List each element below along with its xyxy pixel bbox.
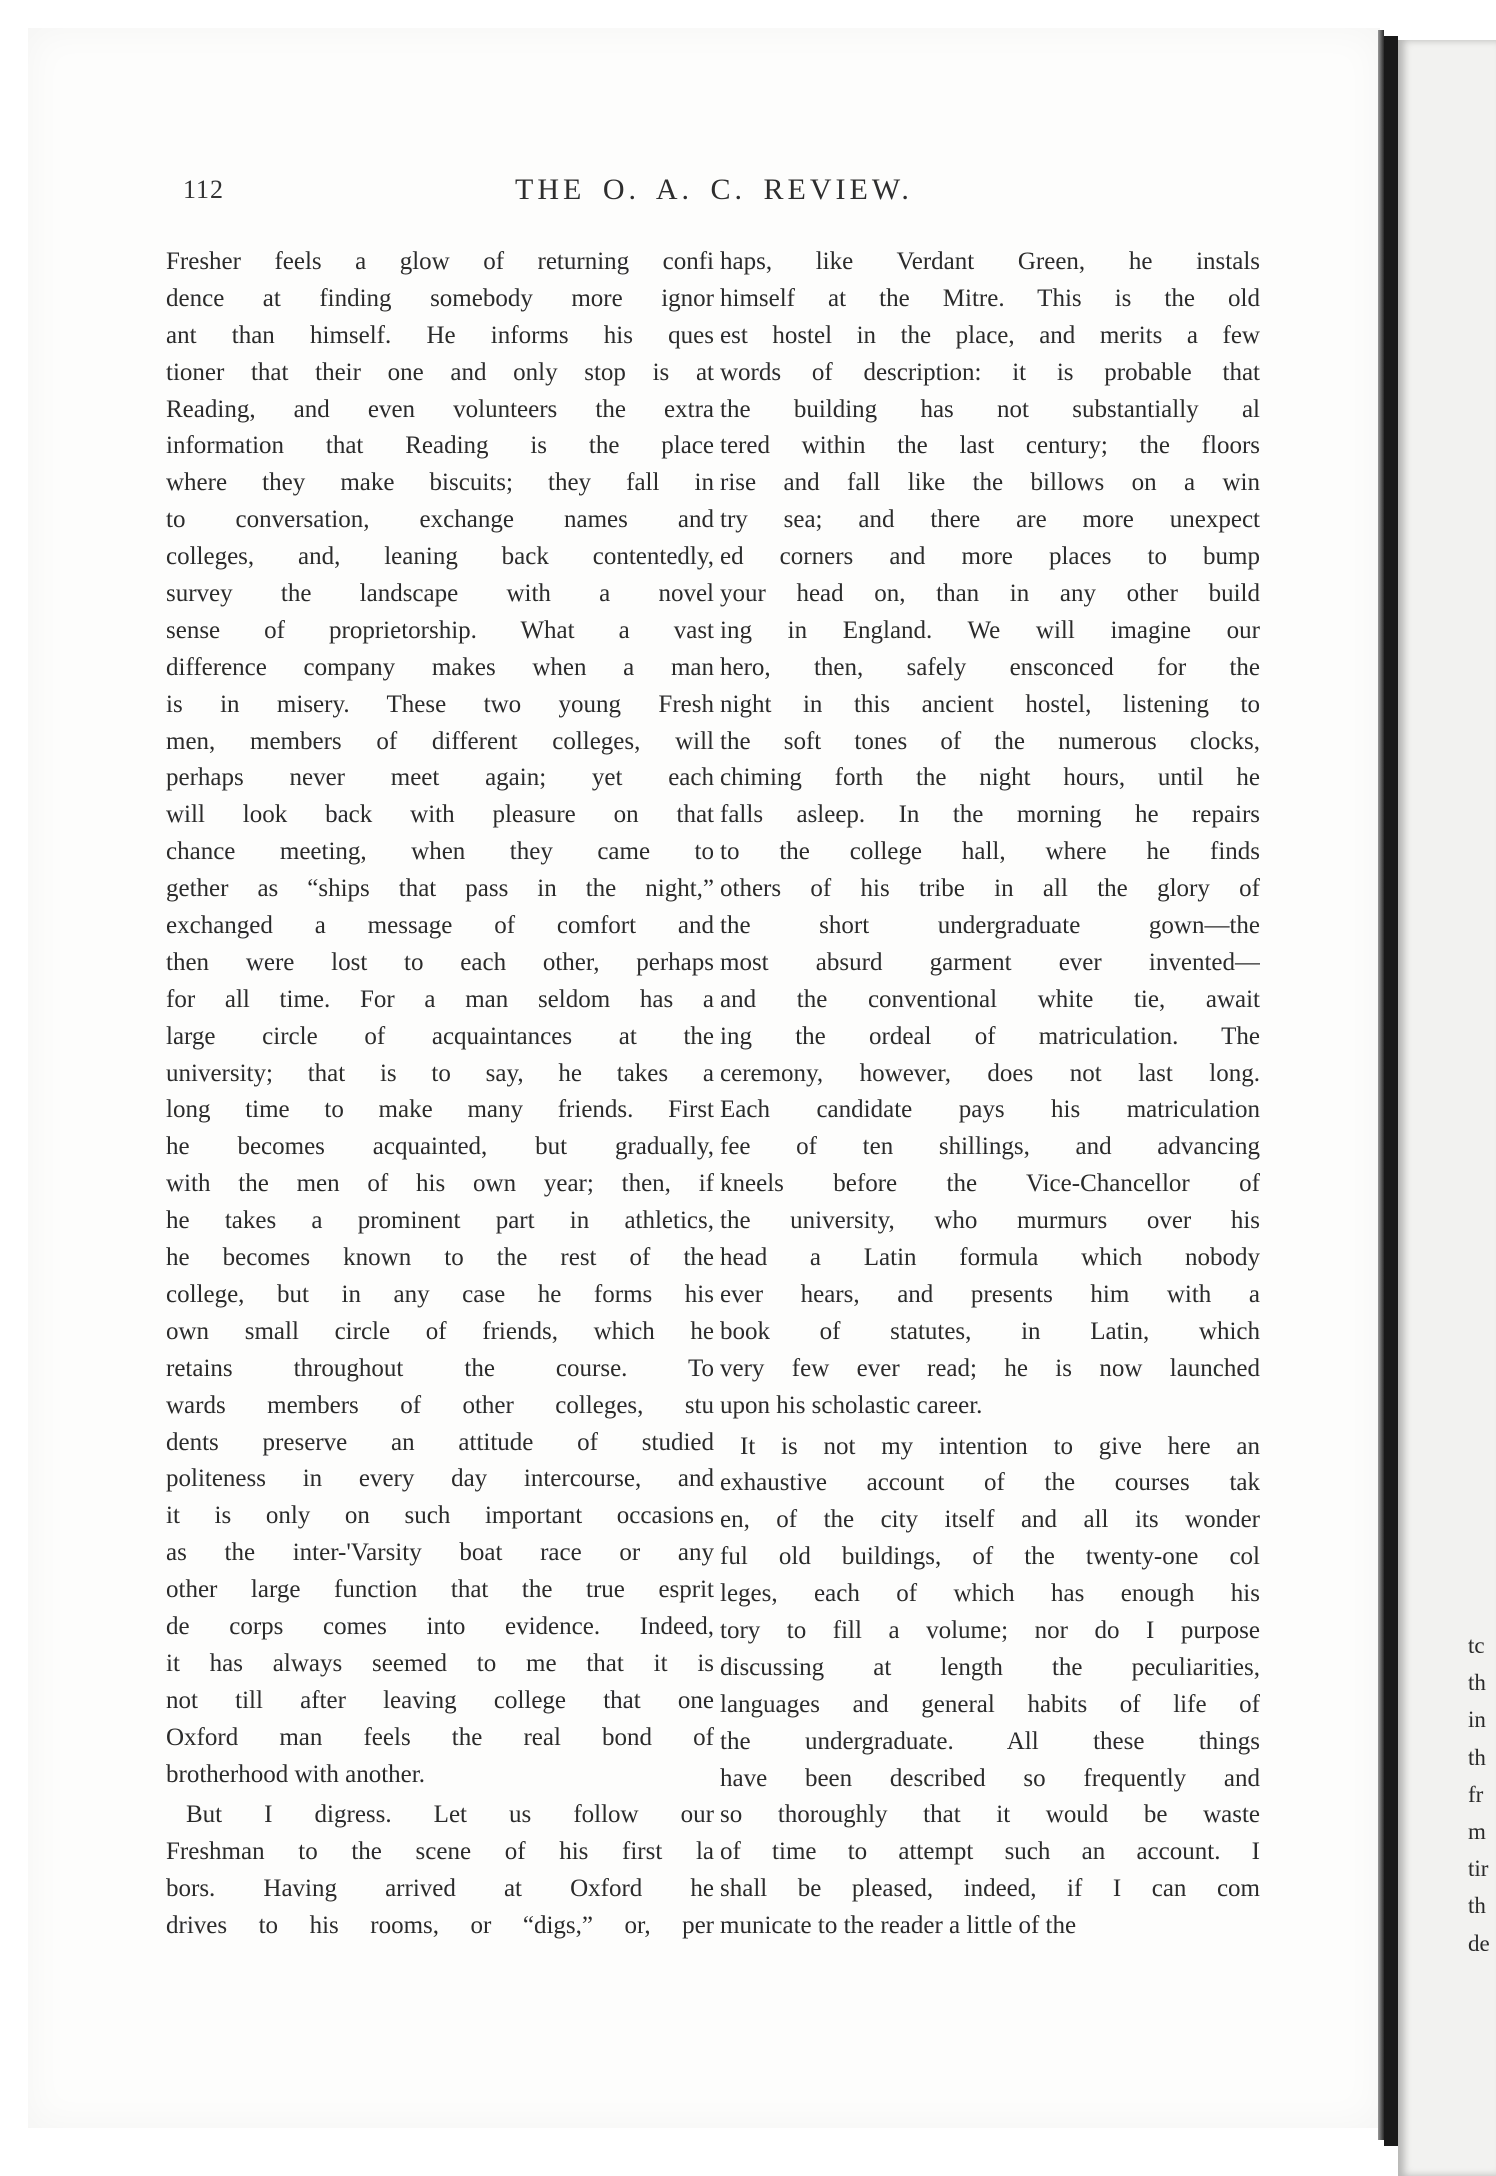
text-line: drives to his rooms, or “digs,” or, per [166, 1912, 714, 1940]
text-line: he takes a prominent part in athletics, [166, 1207, 714, 1235]
text-line: college, but in any case he forms his [166, 1280, 714, 1308]
facing-page-fragment-line: th [1468, 1670, 1486, 1696]
text-line: men, members of different colleges, will [166, 727, 714, 755]
text-line: others of his tribe in all the glory of [720, 875, 1260, 903]
text-line: he becomes known to the rest of the [166, 1244, 714, 1272]
text-line: it has always seemed to me that it is [166, 1649, 714, 1677]
text-line: hero, then, safely ensconced for the [720, 653, 1260, 681]
text-line: of time to attempt such an account. I [720, 1838, 1260, 1866]
text-line: university; that is to say, he takes a [166, 1059, 714, 1087]
text-line: languages and general habits of life of [720, 1690, 1260, 1718]
facing-page-fragment-line: th [1468, 1744, 1486, 1770]
text-line: ed corners and more places to bump [720, 543, 1260, 571]
facing-page-text-fragment [1468, 1627, 1496, 1962]
text-line: to conversation, exchange names and [166, 506, 714, 534]
text-line: night in this ancient hostel, listening to [720, 690, 1260, 718]
facing-page-fragment-line: de [1468, 1930, 1490, 1956]
text-line: ful old buildings, of the twenty-one col [720, 1543, 1260, 1571]
text-line: ant than himself. He informs his ques [166, 321, 714, 349]
text-line: upon his scholastic career. [720, 1391, 983, 1419]
text-line: other large function that the true esprit [166, 1576, 714, 1604]
text-line: the soft tones of the numerous clocks, [720, 727, 1260, 755]
text-line: he becomes acquainted, but gradually, [166, 1133, 714, 1161]
text-line: and the conventional white tie, await [720, 985, 1260, 1013]
text-line: head a Latin formula which nobody [720, 1244, 1260, 1272]
facing-page-fragment-line: fr [1468, 1781, 1484, 1807]
text-line: tioner that their one and only stop is at [166, 358, 714, 386]
text-line: leges, each of which has enough his [720, 1580, 1260, 1608]
facing-page-fragment-line: m [1468, 1818, 1486, 1844]
text-line: gether as “ships that pass in the night,” [166, 875, 714, 903]
text-line: where they make biscuits; they fall in [166, 469, 714, 497]
text-line: chance meeting, when they came to [166, 838, 714, 866]
text-line: Fresher feels a glow of returning confi [166, 248, 714, 275]
text-line: discussing at length the peculiarities, [720, 1653, 1260, 1681]
text-line: long time to make many friends. First [166, 1096, 714, 1124]
text-line: tered within the last century; the floors [720, 432, 1260, 460]
text-line: not till after leaving college that one [166, 1686, 714, 1714]
text-line: ever hears, and presents him with a [720, 1280, 1260, 1308]
right-text-column [720, 244, 1260, 1945]
text-line: bors. Having arrived at Oxford he [166, 1875, 714, 1903]
text-line: exchanged a message of comfort and [166, 912, 714, 940]
text-line: It is not my intention to give here an [740, 1432, 1260, 1460]
text-line: But I digress. Let us follow our [186, 1801, 714, 1829]
text-line: tory to fill a volume; nor do I purpose [720, 1616, 1260, 1644]
text-line: own small circle of friends, which he [166, 1317, 714, 1345]
text-line: falls asleep. In the morning he repairs [720, 801, 1260, 829]
text-line: retains throughout the course. To [166, 1354, 714, 1382]
text-line: himself at the Mitre. This is the old [720, 284, 1260, 312]
text-line: is in misery. These two young Fresh [166, 690, 714, 718]
text-line: difference company makes when a man [166, 653, 714, 681]
text-line: ceremony, however, does not last long. [720, 1059, 1260, 1087]
page-number: 112 [183, 175, 225, 204]
text-line: words of description: it is probable that [720, 358, 1260, 386]
text-line: so thoroughly that it would be waste [720, 1801, 1260, 1829]
text-line: fee of ten shillings, and advancing [720, 1133, 1260, 1161]
text-line: Each candidate pays his matriculation [720, 1096, 1260, 1124]
text-line: rise and fall like the billows on a win [720, 469, 1260, 497]
facing-page-fragment-line: tir [1468, 1856, 1489, 1882]
text-line: politeness in every day intercourse, and [166, 1465, 714, 1493]
text-line: perhaps never meet again; yet each [166, 764, 714, 792]
text-line: your head on, than in any other build [720, 580, 1260, 608]
text-line: information that Reading is the place [166, 432, 714, 460]
text-line: the university, who murmurs over his [720, 1207, 1260, 1235]
text-line: Reading, and even volunteers the extra [166, 395, 714, 423]
facing-page-fragment-line: tc [1468, 1633, 1485, 1658]
text-line: then were lost to each other, perhaps [166, 948, 714, 976]
text-line: book of statutes, in Latin, which [720, 1317, 1260, 1345]
text-line: kneels before the Vice-Chancellor of [720, 1170, 1260, 1198]
text-line: dents preserve an attitude of studied [166, 1428, 714, 1456]
facing-page-fragment-line: th [1468, 1893, 1486, 1919]
text-line: the undergraduate. All these things [720, 1727, 1260, 1755]
text-line: colleges, and, leaning back contentedly, [166, 543, 714, 571]
text-line: ing in England. We will imagine our [720, 616, 1260, 644]
running-head: THE O. A. C. REVIEW. [515, 173, 913, 206]
text-line: survey the landscape with a novel [166, 580, 714, 608]
text-line: en, of the city itself and all its wonder [720, 1506, 1260, 1534]
text-line: est hostel in the place, and merits a few [720, 321, 1260, 349]
text-line: will look back with pleasure on that [166, 801, 714, 829]
text-line: with the men of his own year; then, if [166, 1170, 714, 1198]
binding-spine [1384, 36, 1398, 2146]
text-line: exhaustive account of the courses tak [720, 1469, 1260, 1497]
text-line: sense of proprietorship. What a vast [166, 616, 714, 644]
left-text-column [166, 244, 714, 1945]
text-line: de corps comes into evidence. Indeed, [166, 1612, 714, 1640]
text-line: municate to the reader a little of the [720, 1912, 1077, 1940]
text-line: to the college hall, where he finds [720, 838, 1260, 866]
text-line: chiming forth the night hours, until he [720, 764, 1260, 792]
text-line: haps, like Verdant Green, he instals [720, 248, 1260, 275]
text-line: as the inter-'Varsity boat race or any [166, 1539, 714, 1567]
facing-page-fragment-line: in [1468, 1707, 1486, 1733]
text-line: dence at finding somebody more ignor [166, 284, 714, 312]
text-line: it is only on such important occasions [166, 1502, 714, 1530]
text-line: Oxford man feels the real bond of [166, 1723, 714, 1751]
text-line: Freshman to the scene of his first la [166, 1838, 714, 1866]
text-line: try sea; and there are more unexpect [720, 506, 1260, 534]
text-line: the building has not substantially al [720, 395, 1260, 423]
text-line: very few ever read; he is now launched [720, 1354, 1260, 1382]
text-line: most absurd garment ever invented— [720, 948, 1260, 976]
text-line: wards members of other colleges, stu [166, 1391, 714, 1419]
text-line: for all time. For a man seldom has a [166, 985, 714, 1013]
text-line: brotherhood with another. [166, 1760, 425, 1788]
text-line: shall be pleased, indeed, if I can com [720, 1875, 1260, 1903]
text-line: ing the ordeal of matriculation. The [720, 1022, 1260, 1050]
text-line: have been described so frequently and [720, 1764, 1260, 1792]
text-line: large circle of acquaintances at the [166, 1022, 714, 1050]
text-line: the short undergraduate gown—the [720, 912, 1260, 940]
